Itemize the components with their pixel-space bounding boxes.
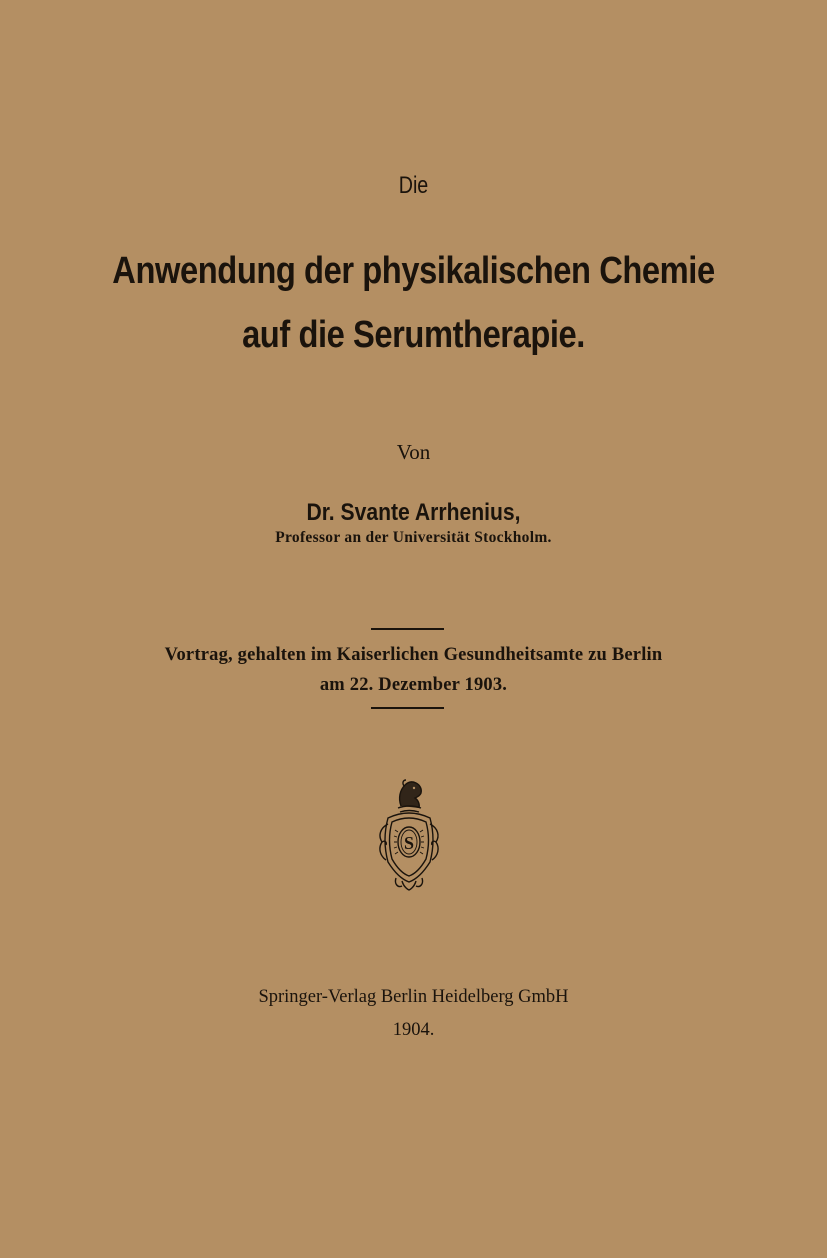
- publication-year: 1904.: [392, 1020, 435, 1040]
- author-name: Dr. Svante Arrhenius,: [306, 499, 521, 526]
- title-line-2: auf die Serumtherapie.: [242, 314, 585, 356]
- by-label: Von: [396, 440, 431, 464]
- divider-bottom: [371, 707, 444, 709]
- lecture-note-line-2: am 22. Dezember 1903.: [319, 675, 508, 695]
- title-line-1: Anwendung der physikalischen Chemie: [112, 250, 715, 292]
- logo-letter: S: [403, 833, 415, 853]
- lecture-note-line-1: Vortrag, gehalten im Kaiserlichen Gesundheitsamte zu Berlin: [164, 645, 663, 665]
- divider-top: [371, 628, 444, 630]
- pre-title: Die: [398, 172, 429, 199]
- author-affiliation: Professor an der Universität Stockholm.: [275, 529, 552, 546]
- publisher-name: Springer-Verlag Berlin Heidelberg GmbH: [258, 987, 569, 1007]
- springer-knight-emblem-icon: [374, 778, 444, 894]
